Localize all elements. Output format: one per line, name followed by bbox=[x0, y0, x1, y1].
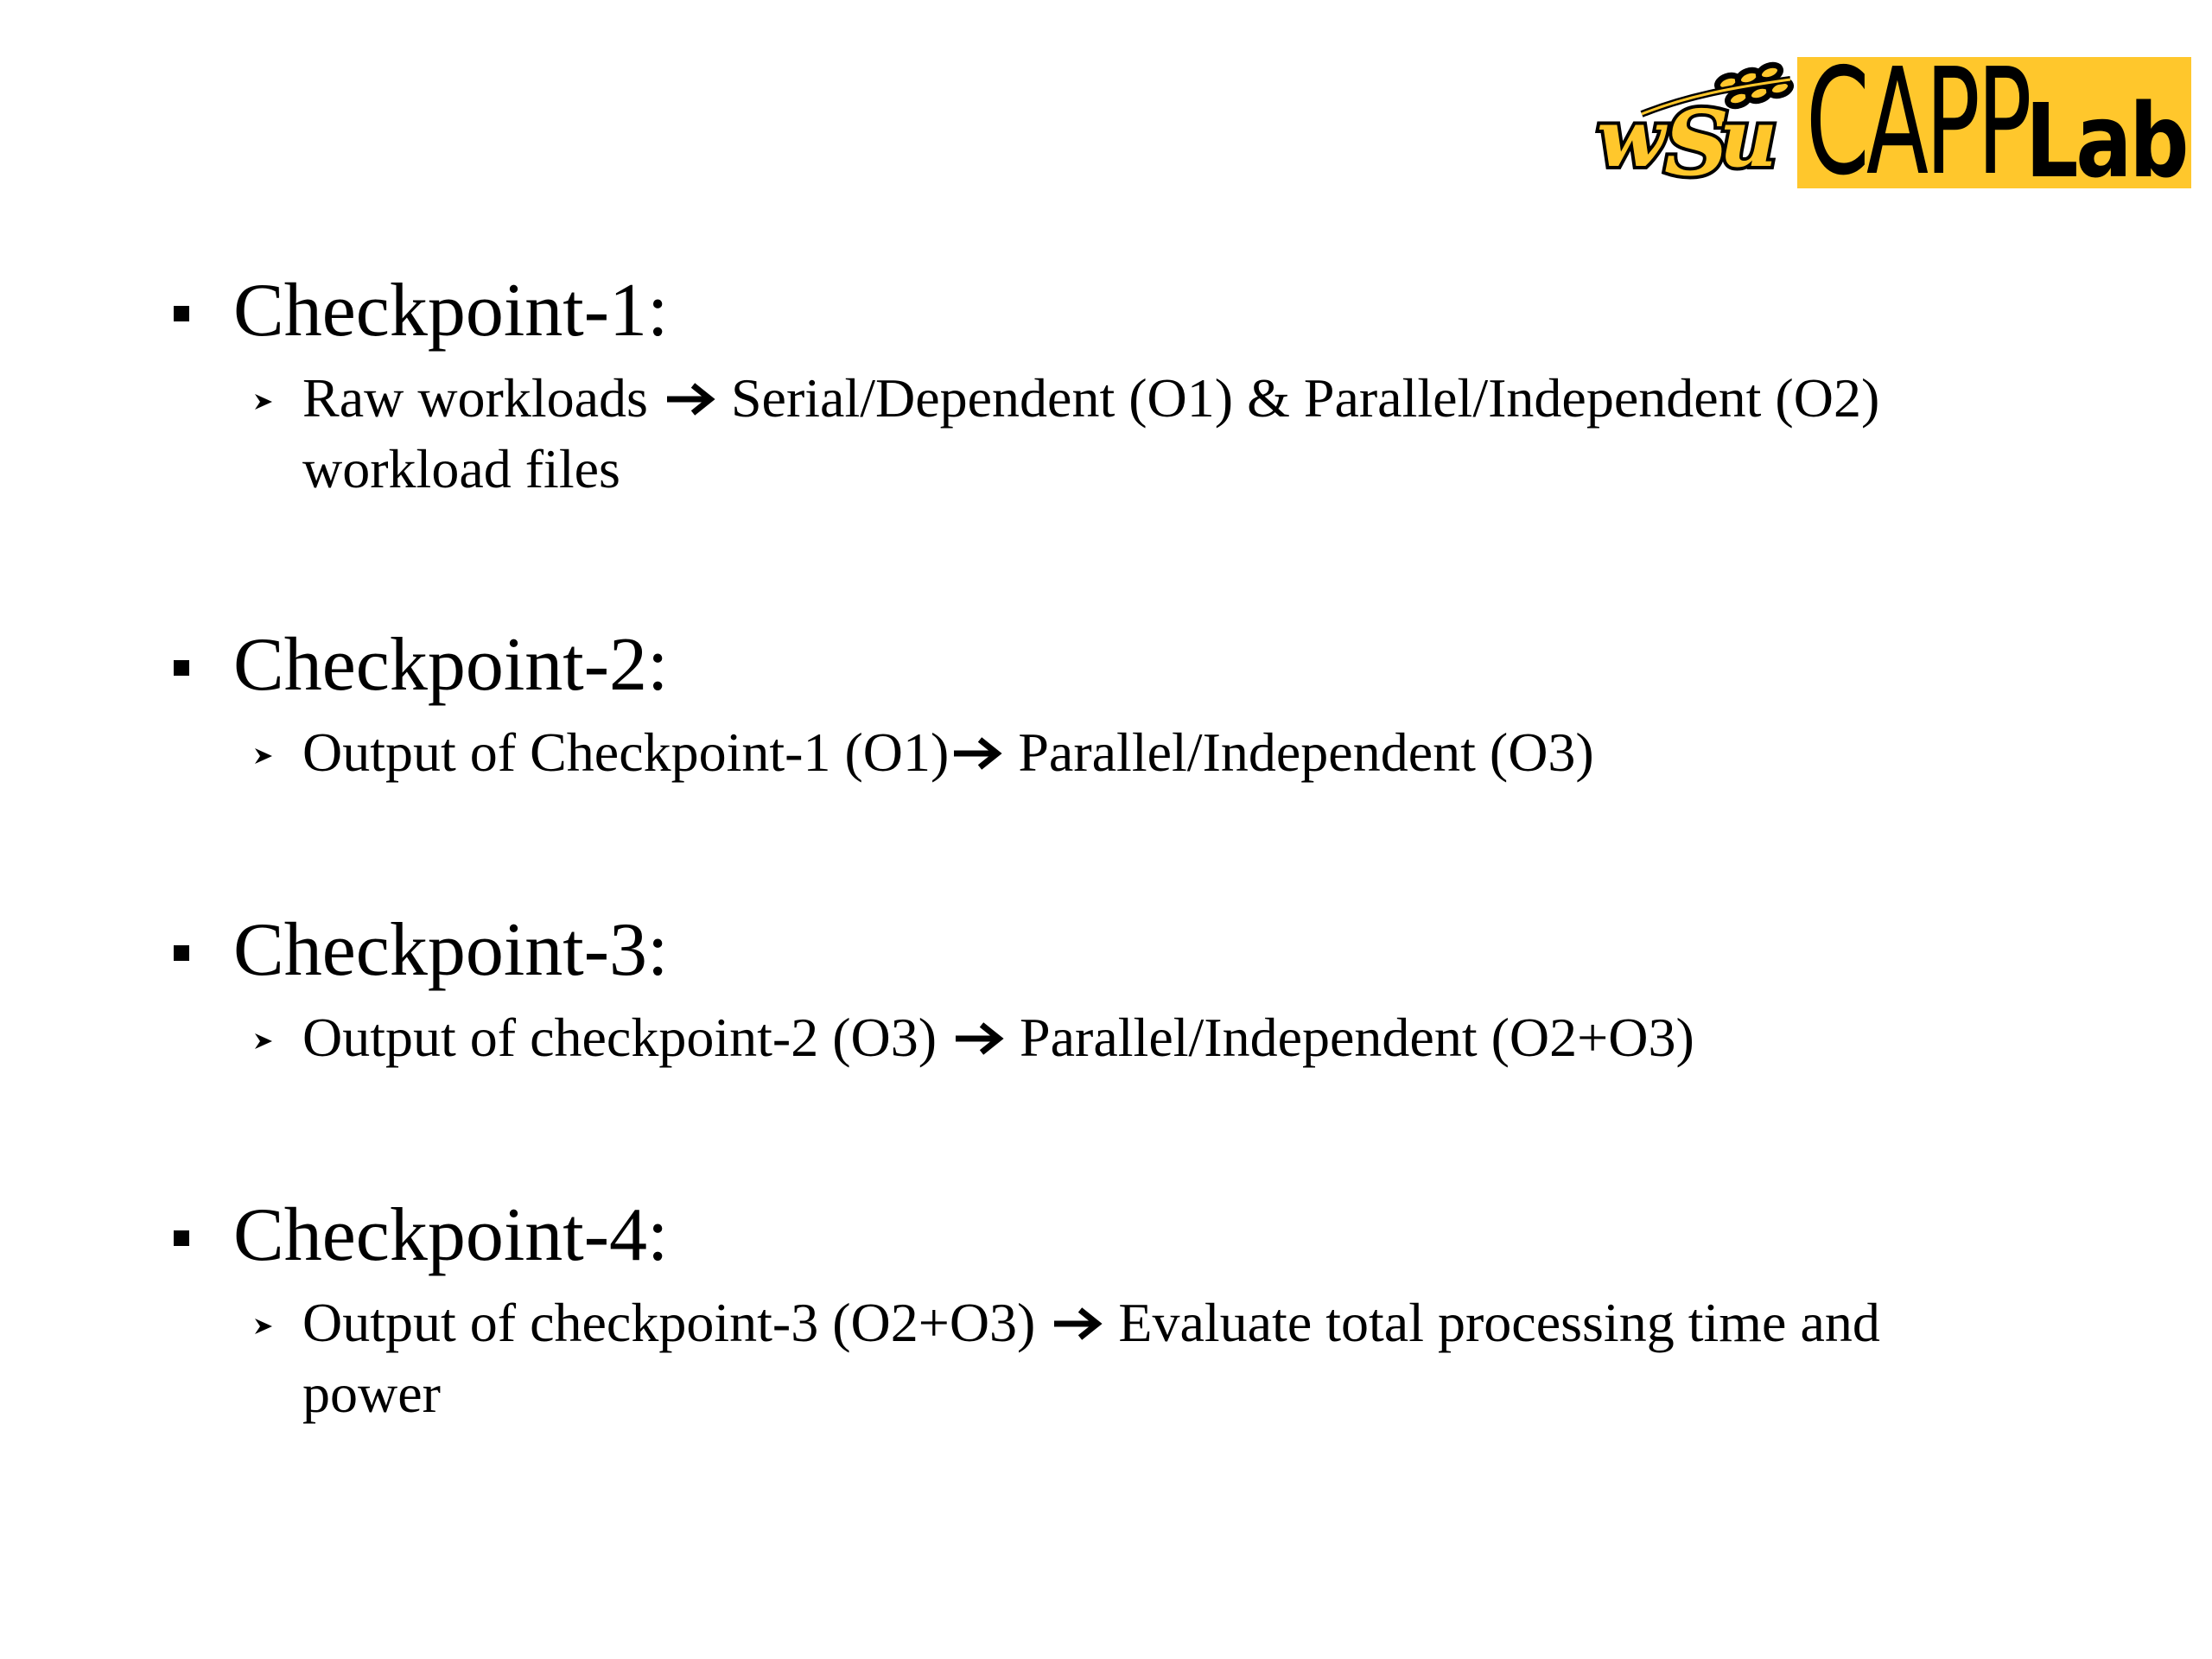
arrow-right-icon bbox=[1049, 1303, 1104, 1344]
chevron-right-icon bbox=[251, 1313, 277, 1339]
checkpoint-4-text-after: Evaluate total processing time and power bbox=[302, 1292, 1880, 1424]
checkpoint-4-section bbox=[168, 1184, 2026, 1429]
checkpoint-4-heading bbox=[168, 1184, 2026, 1287]
svg-text:S: S bbox=[1664, 90, 1730, 192]
wsu-shocker-logo-icon bbox=[1590, 54, 1797, 192]
checkpoint-2-description bbox=[168, 717, 2018, 788]
checkpoint-2-section bbox=[168, 613, 2026, 788]
checkpoint-3-section bbox=[168, 899, 2026, 1073]
checkpoint-4-title: Checkpoint-4: bbox=[233, 1193, 669, 1277]
checkpoint-3-title: Checkpoint-3: bbox=[233, 908, 669, 992]
checkpoint-3-text-before: Output of checkpoint-2 (O3) bbox=[302, 1007, 951, 1068]
checkpoint-4-description bbox=[168, 1287, 2018, 1429]
checkpoint-4-text-before: Output of checkpoint-3 (O2+O3) bbox=[302, 1292, 1050, 1353]
checkpoint-3-heading bbox=[168, 899, 2026, 1002]
capp-lab-wordmark bbox=[1797, 57, 2191, 188]
checkpoint-1-text-before: Raw workloads bbox=[302, 367, 662, 429]
svg-text:w: w bbox=[1597, 92, 1666, 185]
checkpoint-2-text-before: Output of Checkpoint-1 (O1) bbox=[302, 721, 950, 783]
capp-text: CAPP bbox=[1806, 57, 2029, 188]
checkpoint-1-text-after: Serial/Dependent (O1) & Parallel/Independent (O2) workload files bbox=[302, 367, 1880, 499]
checkpoint-1-description bbox=[168, 363, 2018, 505]
square-bullet-icon bbox=[174, 945, 189, 961]
svg-text:u: u bbox=[1719, 92, 1777, 185]
checkpoint-3-description bbox=[168, 1002, 2018, 1073]
square-bullet-icon bbox=[174, 1230, 189, 1246]
capp-lab-logo bbox=[1590, 54, 2195, 192]
square-bullet-icon bbox=[174, 306, 189, 321]
arrow-right-icon bbox=[662, 378, 717, 420]
checkpoint-3-text-after: Parallel/Independent (O2+O3) bbox=[1006, 1007, 1694, 1068]
checkpoint-1-heading bbox=[168, 259, 2026, 363]
checkpoint-2-text-after: Parallel/Independent (O3) bbox=[1004, 721, 1594, 783]
checkpoint-2-heading bbox=[168, 613, 2026, 717]
chevron-right-icon bbox=[251, 1028, 277, 1054]
checkpoint-1-section bbox=[168, 259, 2026, 505]
checkpoint-2-title: Checkpoint-2: bbox=[233, 623, 669, 707]
arrow-right-icon bbox=[949, 733, 1004, 774]
square-bullet-icon bbox=[174, 660, 189, 676]
arrow-right-icon bbox=[950, 1018, 1006, 1059]
chevron-right-icon bbox=[251, 743, 277, 769]
chevron-right-icon bbox=[251, 389, 277, 415]
checkpoint-1-title: Checkpoint-1: bbox=[233, 269, 669, 353]
lab-text: Lab bbox=[2024, 81, 2186, 188]
